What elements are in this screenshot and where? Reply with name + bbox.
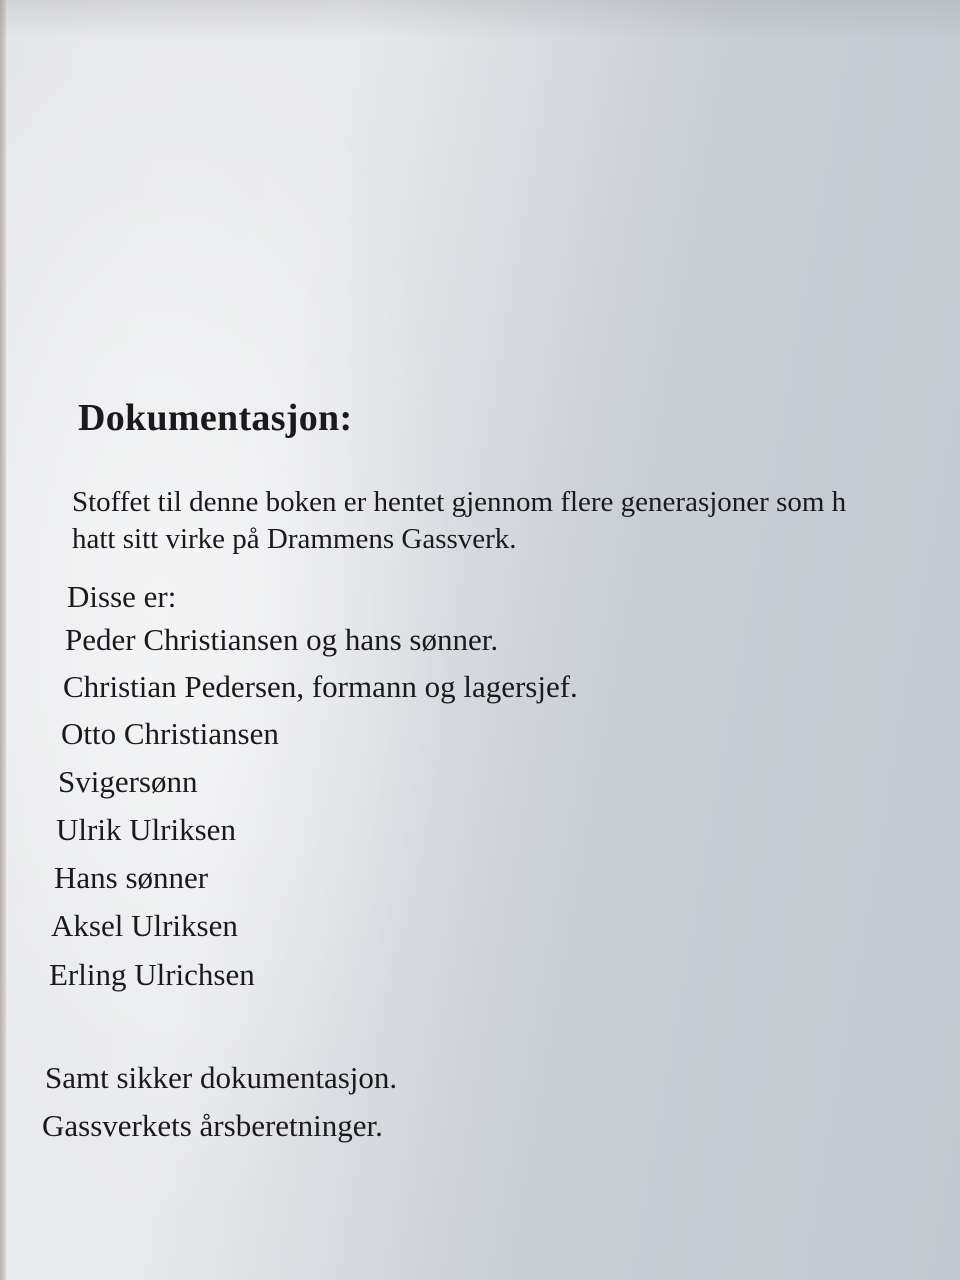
list-item: Ulrik Ulriksen (56, 812, 236, 847)
list-item: Otto Christiansen (61, 716, 279, 751)
intro-paragraph (72, 484, 846, 558)
intro-line-2: hatt sitt virke på Drammens Gassverk. (72, 523, 517, 555)
intro-line-1: Stoffet til denne boken er hentet gjennom flere generasjoner som h (72, 486, 847, 518)
list-item: Christian Pedersen, formann og lagersjef. (63, 669, 578, 704)
list-item: Svigersønn (58, 764, 198, 799)
top-shadow (0, 0, 960, 40)
list-item: Aksel Ulriksen (51, 908, 238, 943)
list-intro: Disse er: (67, 579, 177, 614)
page-edge (0, 0, 6, 1280)
closing-line-2: Gassverkets årsberetninger. (42, 1108, 383, 1143)
list-item: Peder Christiansen og hans sønner. (65, 622, 499, 657)
page-heading: Dokumentasjon: (78, 397, 353, 439)
list-item: Erling Ulrichsen (49, 957, 255, 992)
closing-line-1: Samt sikker dokumentasjon. (45, 1060, 398, 1095)
list-item: Hans sønner (54, 860, 209, 895)
